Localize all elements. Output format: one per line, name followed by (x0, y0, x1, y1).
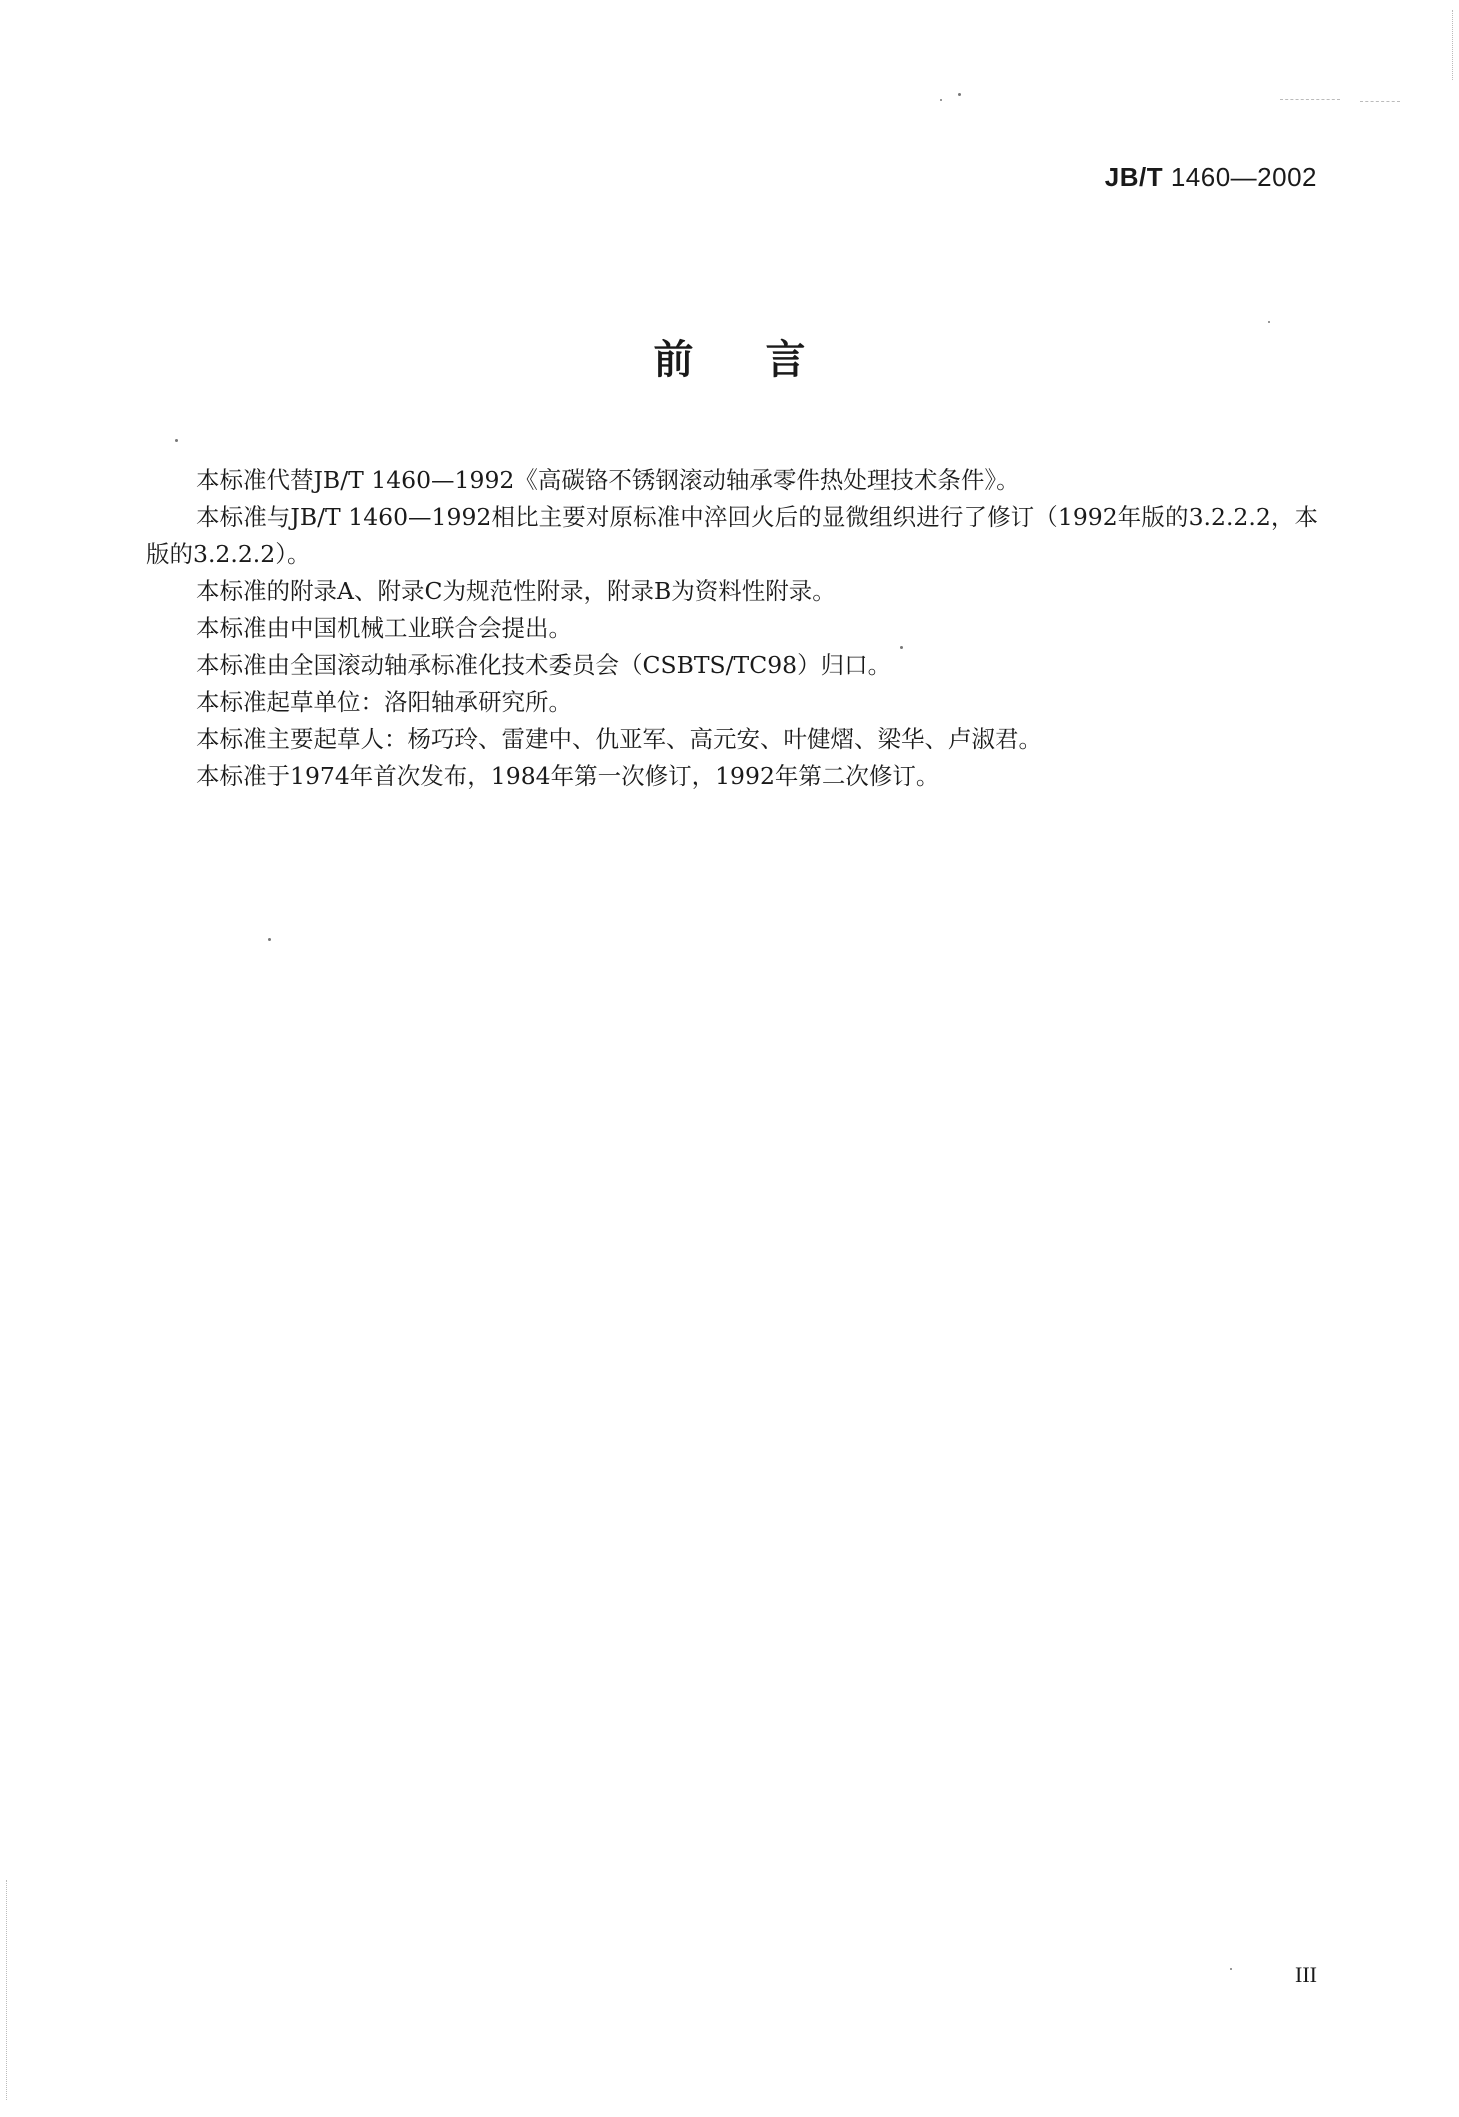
paragraph-proposed-by: 本标准由中国机械工业联合会提出。 (196, 614, 572, 642)
paragraph-history: 本标准于1974年首次发布，1984年第一次修订，1992年第二次修订。 (196, 762, 940, 790)
preface-body (146, 462, 1318, 795)
preface-title: 前言 (653, 337, 878, 383)
scan-speck (940, 99, 942, 101)
scan-speck (175, 439, 178, 442)
paragraph-annexes: 本标准的附录A、附录C为规范性附录，附录B为资料性附录。 (196, 577, 836, 605)
paragraph-replaces: 本标准代替JB/T 1460—1992《高碳铬不锈钢滚动轴承零件热处理技术条件》。 (196, 466, 1020, 494)
scan-trace (1360, 101, 1400, 102)
scan-trace (6, 1880, 7, 2100)
scan-speck (958, 93, 961, 96)
scan-speck (1268, 321, 1270, 323)
standard-code: 1460—2002 (1163, 162, 1317, 192)
paragraph-drafting-unit: 本标准起草单位：洛阳轴承研究所。 (196, 688, 572, 716)
standard-number (1105, 162, 1317, 193)
paragraph-drafters: 本标准主要起草人：杨巧玲、雷建中、仇亚军、高元安、叶健熠、梁华、卢淑君。 (196, 725, 1042, 753)
page-number: III (1295, 1962, 1317, 1987)
scan-speck (900, 646, 903, 649)
scan-trace (1452, 10, 1453, 80)
standard-prefix: JB/T (1104, 162, 1164, 192)
scan-speck (268, 938, 271, 941)
paragraph-changes: 本标准与JB/T 1460—1992相比主要对原标准中淬回火后的显微组织进行了修订（1992年版的3.2.2.2，本版的3.2.2.2）。 (146, 503, 1318, 568)
scan-speck (1230, 1968, 1232, 1970)
scan-trace (1280, 99, 1340, 100)
paragraph-centralized-by: 本标准由全国滚动轴承标准化技术委员会（CSBTS/TC98）归口。 (196, 651, 892, 679)
